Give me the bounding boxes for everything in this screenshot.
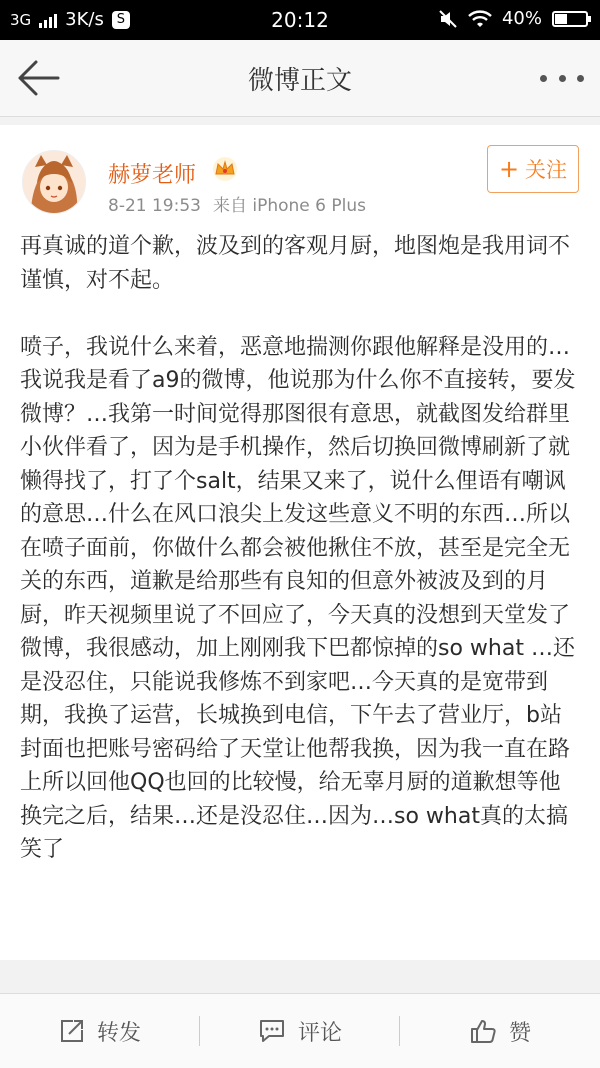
repost-icon — [59, 1018, 85, 1044]
more-options-button[interactable] — [540, 64, 584, 92]
dot — [577, 75, 584, 82]
status-time: 20:12 — [271, 8, 329, 32]
back-arrow-icon — [14, 56, 62, 100]
post-meta — [108, 191, 366, 216]
crown-vip-icon[interactable] — [212, 156, 238, 182]
follow-button[interactable] — [487, 145, 579, 193]
network-type: 3G — [10, 10, 32, 29]
comment-button[interactable] — [200, 994, 400, 1068]
comment-icon — [258, 1018, 286, 1044]
follow-label: 关注 — [525, 158, 568, 182]
plus-icon: + — [498, 155, 520, 183]
dot — [540, 75, 547, 82]
battery-percent: 40% — [501, 8, 542, 29]
page-title: 微博正文 — [247, 66, 352, 96]
battery-icon — [552, 11, 588, 27]
post-date: 8-21 19:53 — [108, 196, 201, 216]
avatar[interactable] — [22, 150, 86, 214]
back-button[interactable] — [14, 56, 62, 100]
thumbs-up-icon — [469, 1018, 497, 1044]
app-notification-icon: S — [112, 11, 130, 29]
status-bar — [0, 0, 600, 40]
comment-label: 评论 — [297, 1020, 342, 1046]
mute-icon — [438, 9, 458, 29]
post-source: 来自 iPhone 6 Plus — [212, 196, 367, 216]
avatar-illustration — [23, 151, 85, 213]
nav-bar — [0, 40, 600, 117]
repost-label: 转发 — [96, 1020, 141, 1046]
repost-button[interactable] — [0, 994, 200, 1068]
network-speed: 3K/s — [65, 9, 104, 30]
action-bar — [0, 993, 600, 1068]
wifi-icon — [468, 10, 492, 28]
author-name[interactable]: 赫萝老师 — [108, 163, 197, 188]
like-label: 赞 — [508, 1020, 531, 1046]
post-body: 再真诚的道个歉，波及到的客观月厨，地图炮是我用词不谨慎，对不起。 喷子，我说什么来着，恶意地揣测你跟他解释是没用的…我说我是看了a9的微博，他说那为什么你不直接转，要发微博？…我第一时间觉得那图很有意思，就截图发给群里小伙伴看了，因为是手机操作，然后切换回微博刷新了就懒得找了，打了个salt，结果又来了，说什么俚语有嘲讽的意思…什么在风口浪尖上发这些意义不明的东西…所以在喷子面前，你做什么都会被他揪住不放，甚至是完全无关的东西，道歉是给那些有良知的但意外被波及到的月厨，昨天视频里说了不回应了，今天真的没想到天堂发了微博，我很感动，加上刚刚我下巴都惊掉的so what …还是没忍住，只能说我修炼不到家吧…今天真的是宽带到期，我换了运营，长城换到电信，下午去了营业厅，b站封面也把账号密码给了天堂让他帮我换，因为我一直在路上所以回他QQ也回的比较慢，给无辜月厨的道歉想等他换完之后，结果…还是没忍住…因为…so what真的太搞笑了 — [20, 234, 576, 862]
post-card — [0, 125, 600, 960]
like-button[interactable] — [400, 994, 600, 1068]
dot — [559, 75, 566, 82]
